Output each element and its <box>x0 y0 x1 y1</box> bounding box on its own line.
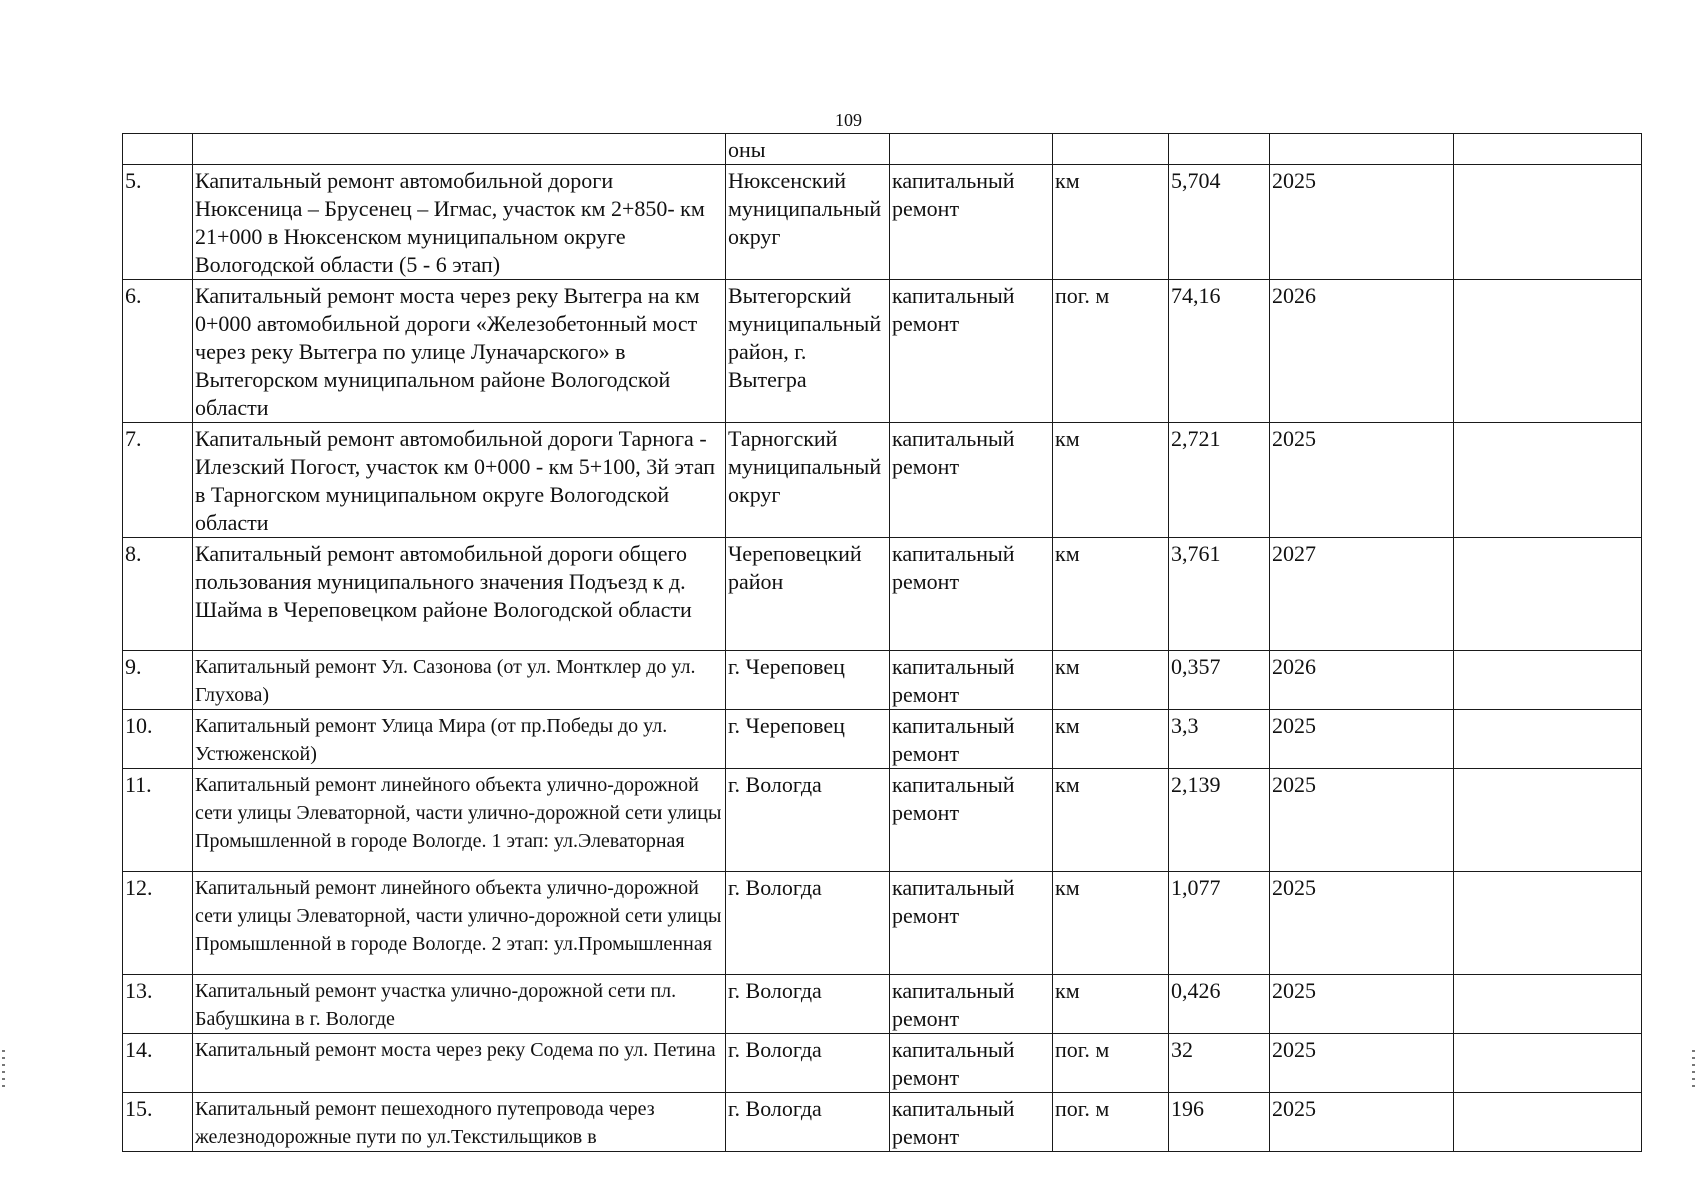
cell-capacity <box>1169 134 1270 165</box>
cell-name: Капитальный ремонт моста через реку Вытегра на км 0+000 автомобильной дороги «Железобетонный мост через реку Вытегра по улице Луначарского» в Вытегорском муниципальном районе Вологодской области <box>193 280 726 423</box>
cell-num: 8. <box>123 538 193 651</box>
cell-note <box>1454 1034 1642 1093</box>
cell-note <box>1454 1093 1642 1152</box>
cell-year: 2025 <box>1270 710 1454 769</box>
cell-name: Капитальный ремонт линейного объекта улично-дорожной сети улицы Элеваторной, части улично-дорожной сети улицы Промышленной в городе Вологде. 1 этап: ул.Элеваторная <box>193 769 726 872</box>
cell-location: Тарногский муниципальный округ <box>726 423 890 538</box>
cell-note <box>1454 538 1642 651</box>
cell-work-type: капитальный ремонт <box>890 1034 1053 1093</box>
cell-location: г. Череповец <box>726 710 890 769</box>
cell-unit: км <box>1053 423 1169 538</box>
cell-name: Капитальный ремонт автомобильной дороги общего пользования муниципального значения Подъезд к д. Шайма в Череповецком районе Вологодской области <box>193 538 726 651</box>
table-row <box>123 1093 1642 1152</box>
cell-unit: км <box>1053 872 1169 975</box>
cell-capacity: 74,16 <box>1169 280 1270 423</box>
cell-year: 2025 <box>1270 423 1454 538</box>
cell-name: Капитальный ремонт участка улично-дорожной сети пл. Бабушкина в г. Вологде <box>193 975 726 1034</box>
cell-year: 2025 <box>1270 975 1454 1034</box>
page-number: 109 <box>835 110 862 130</box>
cell-num <box>123 134 193 165</box>
cell-work-type: капитальный ремонт <box>890 975 1053 1034</box>
cell-capacity: 3,3 <box>1169 710 1270 769</box>
cell-work-type: капитальный ремонт <box>890 651 1053 710</box>
cell-location: г. Вологда <box>726 1093 890 1152</box>
cell-num: 14. <box>123 1034 193 1093</box>
cell-name: Капитальный ремонт автомобильной дороги Тарнога - Илезский Погост, участок км 0+000 - км 5+100, 3й этап в Тарногском муниципальном округе Вологодской области <box>193 423 726 538</box>
cell-num: 6. <box>123 280 193 423</box>
cell-num: 12. <box>123 872 193 975</box>
cell-year: 2025 <box>1270 1093 1454 1152</box>
cell-year: 2025 <box>1270 769 1454 872</box>
table-row <box>123 538 1642 651</box>
cell-name: Капитальный ремонт моста через реку Содема по ул. Петина <box>193 1034 726 1093</box>
cell-num: 5. <box>123 165 193 280</box>
cell-work-type: капитальный ремонт <box>890 423 1053 538</box>
cell-location: Нюксенский муниципальный округ <box>726 165 890 280</box>
cell-unit: пог. м <box>1053 1034 1169 1093</box>
cell-capacity: 1,077 <box>1169 872 1270 975</box>
cell-name: Капитальный ремонт линейного объекта улично-дорожной сети улицы Элеваторной, части улично-дорожной сети улицы Промышленной в городе Вологде. 2 этап: ул.Промышленная <box>193 872 726 975</box>
cell-location: Череповецкий район <box>726 538 890 651</box>
table-row <box>123 872 1642 975</box>
cell-capacity: 0,357 <box>1169 651 1270 710</box>
cell-year: 2025 <box>1270 1034 1454 1093</box>
cell-work-type: капитальный ремонт <box>890 280 1053 423</box>
cell-note <box>1454 423 1642 538</box>
cell-num: 10. <box>123 710 193 769</box>
cell-num: 7. <box>123 423 193 538</box>
cell-year: 2025 <box>1270 165 1454 280</box>
cell-num: 11. <box>123 769 193 872</box>
cell-unit: км <box>1053 710 1169 769</box>
cell-capacity: 5,704 <box>1169 165 1270 280</box>
cell-unit: км <box>1053 769 1169 872</box>
cell-capacity: 196 <box>1169 1093 1270 1152</box>
cell-year: 2026 <box>1270 280 1454 423</box>
cell-year <box>1270 134 1454 165</box>
cell-capacity: 2,721 <box>1169 423 1270 538</box>
cell-work-type: капитальный ремонт <box>890 538 1053 651</box>
cell-work-type: капитальный ремонт <box>890 872 1053 975</box>
cell-name: Капитальный ремонт Ул. Сазонова (от ул. Монтклер до ул. Глухова) <box>193 651 726 710</box>
cell-unit <box>1053 134 1169 165</box>
table-row <box>123 1034 1642 1093</box>
objects-table <box>122 133 1642 1152</box>
table-row <box>123 280 1642 423</box>
cell-work-type: капитальный ремонт <box>890 1093 1053 1152</box>
cell-work-type: капитальный ремонт <box>890 769 1053 872</box>
table-row <box>123 975 1642 1034</box>
cell-note <box>1454 769 1642 872</box>
cell-unit: км <box>1053 165 1169 280</box>
cell-location: Вытегорский муниципальный район, г. Вытегра <box>726 280 890 423</box>
cell-unit: км <box>1053 538 1169 651</box>
cell-note <box>1454 165 1642 280</box>
cell-location: г. Вологда <box>726 872 890 975</box>
cell-year: 2025 <box>1270 872 1454 975</box>
left-edge-scan-mark <box>2 1050 5 1090</box>
cell-capacity: 2,139 <box>1169 769 1270 872</box>
cell-unit: км <box>1053 651 1169 710</box>
cell-name <box>193 134 726 165</box>
cell-location: оны <box>726 134 890 165</box>
cell-num: 15. <box>123 1093 193 1152</box>
table-row <box>123 165 1642 280</box>
table-row-continuation <box>123 134 1642 165</box>
cell-name: Капитальный ремонт пешеходного путепровода через железнодорожные пути по ул.Текстильщиков в <box>193 1093 726 1152</box>
cell-location: г. Вологда <box>726 1034 890 1093</box>
cell-capacity: 0,426 <box>1169 975 1270 1034</box>
cell-note <box>1454 651 1642 710</box>
table-row <box>123 423 1642 538</box>
cell-work-type <box>890 134 1053 165</box>
table-row <box>123 710 1642 769</box>
cell-note <box>1454 280 1642 423</box>
cell-work-type: капитальный ремонт <box>890 710 1053 769</box>
cell-num: 9. <box>123 651 193 710</box>
cell-year: 2027 <box>1270 538 1454 651</box>
cell-location: г. Вологда <box>726 975 890 1034</box>
cell-capacity: 32 <box>1169 1034 1270 1093</box>
cell-note <box>1454 134 1642 165</box>
table-row <box>123 651 1642 710</box>
cell-unit: пог. м <box>1053 1093 1169 1152</box>
cell-work-type: капитальный ремонт <box>890 165 1053 280</box>
cell-year: 2026 <box>1270 651 1454 710</box>
cell-unit: пог. м <box>1053 280 1169 423</box>
cell-name: Капитальный ремонт автомобильной дороги Нюксеница – Брусенец – Игмас, участок км 2+850- км 21+000 в Нюксенском муниципальном округе Вологодской области (5 - 6 этап) <box>193 165 726 280</box>
cell-note <box>1454 710 1642 769</box>
right-edge-scan-mark <box>1692 1050 1695 1090</box>
cell-unit: км <box>1053 975 1169 1034</box>
cell-note <box>1454 872 1642 975</box>
table-row <box>123 769 1642 872</box>
cell-name: Капитальный ремонт Улица Мира (от пр.Победы до ул. Устюженской) <box>193 710 726 769</box>
cell-capacity: 3,761 <box>1169 538 1270 651</box>
cell-note <box>1454 975 1642 1034</box>
cell-location: г. Вологда <box>726 769 890 872</box>
cell-location: г. Череповец <box>726 651 890 710</box>
cell-num: 13. <box>123 975 193 1034</box>
